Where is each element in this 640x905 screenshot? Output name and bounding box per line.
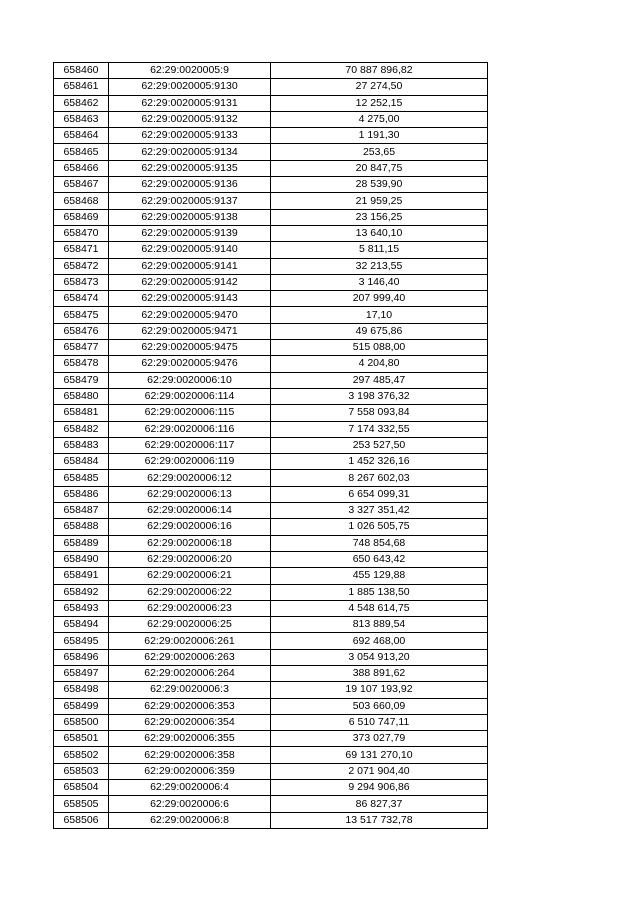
table-row (54, 503, 488, 519)
table-row (54, 291, 488, 307)
row-number-cell: 658484 (54, 454, 109, 470)
cadastral-number-cell: 62:29:0020005:9137 (109, 193, 271, 209)
table-row (54, 731, 488, 747)
row-number-cell: 658492 (54, 584, 109, 600)
row-number-cell: 658467 (54, 177, 109, 193)
cadastral-number-cell: 62:29:0020006:20 (109, 551, 271, 567)
table-row (54, 665, 488, 681)
table-row (54, 258, 488, 274)
row-number-cell: 658472 (54, 258, 109, 274)
row-number-cell: 658476 (54, 323, 109, 339)
row-number-cell: 658481 (54, 405, 109, 421)
row-number-cell: 658475 (54, 307, 109, 323)
table-row (54, 470, 488, 486)
cadastral-value-cell: 253 527,50 (271, 437, 488, 453)
row-number-cell: 658493 (54, 600, 109, 616)
row-number-cell: 658498 (54, 682, 109, 698)
cadastral-number-cell: 62:29:0020006:21 (109, 568, 271, 584)
cadastral-value-cell: 2 071 904,40 (271, 763, 488, 779)
table-row (54, 421, 488, 437)
cadastral-number-cell: 62:29:0020005:9136 (109, 177, 271, 193)
cadastral-number-cell: 62:29:0020006:18 (109, 535, 271, 551)
table-row (54, 535, 488, 551)
cadastral-number-cell: 62:29:0020006:13 (109, 486, 271, 502)
row-number-cell: 658494 (54, 617, 109, 633)
row-number-cell: 658462 (54, 95, 109, 111)
cadastral-value-cell: 49 675,86 (271, 323, 488, 339)
cadastral-value-cell: 3 198 376,32 (271, 388, 488, 404)
table-row (54, 714, 488, 730)
table-row (54, 111, 488, 127)
cadastral-number-cell: 62:29:0020005:9138 (109, 209, 271, 225)
cadastral-number-cell: 62:29:0020006:353 (109, 698, 271, 714)
cadastral-number-cell: 62:29:0020006:354 (109, 714, 271, 730)
row-number-cell: 658474 (54, 291, 109, 307)
cadastral-value-cell: 3 054 913,20 (271, 649, 488, 665)
table-body (54, 63, 488, 829)
cadastral-value-cell: 455 129,88 (271, 568, 488, 584)
cadastral-value-cell: 503 660,09 (271, 698, 488, 714)
cadastral-number-cell: 62:29:0020006:115 (109, 405, 271, 421)
table-row (54, 796, 488, 812)
cadastral-number-cell: 62:29:0020005:9135 (109, 160, 271, 176)
cadastral-number-cell: 62:29:0020006:12 (109, 470, 271, 486)
row-number-cell: 658500 (54, 714, 109, 730)
cadastral-value-cell: 650 643,42 (271, 551, 488, 567)
cadastral-value-cell: 4 275,00 (271, 111, 488, 127)
table-row (54, 193, 488, 209)
cadastral-value-cell: 692 468,00 (271, 633, 488, 649)
cadastral-number-cell: 62:29:0020005:9470 (109, 307, 271, 323)
cadastral-number-cell: 62:29:0020006:119 (109, 454, 271, 470)
cadastral-number-cell: 62:29:0020006:23 (109, 600, 271, 616)
cadastral-number-cell: 62:29:0020006:263 (109, 649, 271, 665)
cadastral-number-cell: 62:29:0020005:9133 (109, 128, 271, 144)
cadastral-value-cell: 388 891,62 (271, 665, 488, 681)
cadastral-value-cell: 23 156,25 (271, 209, 488, 225)
table-row (54, 568, 488, 584)
row-number-cell: 658468 (54, 193, 109, 209)
cadastral-value-cell: 1 026 505,75 (271, 519, 488, 535)
row-number-cell: 658482 (54, 421, 109, 437)
row-number-cell: 658477 (54, 340, 109, 356)
cadastral-number-cell: 62:29:0020005:9475 (109, 340, 271, 356)
row-number-cell: 658479 (54, 372, 109, 388)
row-number-cell: 658502 (54, 747, 109, 763)
cadastral-value-cell: 17,10 (271, 307, 488, 323)
table-row (54, 79, 488, 95)
cadastral-number-cell: 62:29:0020005:9142 (109, 274, 271, 290)
cadastral-value-cell: 207 999,40 (271, 291, 488, 307)
cadastral-value-cell: 1 452 326,16 (271, 454, 488, 470)
row-number-cell: 658485 (54, 470, 109, 486)
row-number-cell: 658486 (54, 486, 109, 502)
cadastral-number-cell: 62:29:0020006:4 (109, 780, 271, 796)
cadastral-value-cell: 5 811,15 (271, 242, 488, 258)
cadastral-value-cell: 1 885 138,50 (271, 584, 488, 600)
cadastral-value-table (53, 62, 488, 829)
cadastral-value-cell: 813 889,54 (271, 617, 488, 633)
cadastral-number-cell: 62:29:0020006:6 (109, 796, 271, 812)
row-number-cell: 658501 (54, 731, 109, 747)
cadastral-value-cell: 32 213,55 (271, 258, 488, 274)
cadastral-number-cell: 62:29:0020006:355 (109, 731, 271, 747)
table-row (54, 225, 488, 241)
table-row (54, 356, 488, 372)
table-row (54, 780, 488, 796)
cadastral-value-cell: 3 146,40 (271, 274, 488, 290)
cadastral-number-cell: 62:29:0020006:10 (109, 372, 271, 388)
table-row (54, 519, 488, 535)
cadastral-number-cell: 62:29:0020005:9130 (109, 79, 271, 95)
cadastral-value-cell: 86 827,37 (271, 796, 488, 812)
cadastral-number-cell: 62:29:0020006:25 (109, 617, 271, 633)
row-number-cell: 658495 (54, 633, 109, 649)
row-number-cell: 658490 (54, 551, 109, 567)
cadastral-number-cell: 62:29:0020005:9476 (109, 356, 271, 372)
cadastral-value-cell: 70 887 896,82 (271, 63, 488, 79)
cadastral-number-cell: 62:29:0020005:9134 (109, 144, 271, 160)
cadastral-value-cell: 373 027,79 (271, 731, 488, 747)
table-row (54, 486, 488, 502)
cadastral-number-cell: 62:29:0020005:9139 (109, 225, 271, 241)
cadastral-number-cell: 62:29:0020006:261 (109, 633, 271, 649)
cadastral-number-cell: 62:29:0020006:3 (109, 682, 271, 698)
table-row (54, 242, 488, 258)
row-number-cell: 658488 (54, 519, 109, 535)
table-row (54, 372, 488, 388)
table-row (54, 633, 488, 649)
cadastral-number-cell: 62:29:0020005:9140 (109, 242, 271, 258)
row-number-cell: 658464 (54, 128, 109, 144)
table-row (54, 584, 488, 600)
cadastral-value-cell: 27 274,50 (271, 79, 488, 95)
cadastral-number-cell: 62:29:0020006:22 (109, 584, 271, 600)
row-number-cell: 658503 (54, 763, 109, 779)
cadastral-value-cell: 515 088,00 (271, 340, 488, 356)
cadastral-number-cell: 62:29:0020006:114 (109, 388, 271, 404)
cadastral-value-cell: 253,65 (271, 144, 488, 160)
cadastral-number-cell: 62:29:0020006:14 (109, 503, 271, 519)
row-number-cell: 658480 (54, 388, 109, 404)
cadastral-number-cell: 62:29:0020006:358 (109, 747, 271, 763)
cadastral-number-cell: 62:29:0020005:9 (109, 63, 271, 79)
cadastral-value-cell: 8 267 602,03 (271, 470, 488, 486)
row-number-cell: 658460 (54, 63, 109, 79)
cadastral-value-cell: 748 854,68 (271, 535, 488, 551)
cadastral-number-cell: 62:29:0020005:9143 (109, 291, 271, 307)
table-row (54, 747, 488, 763)
table-row (54, 177, 488, 193)
table-row (54, 551, 488, 567)
row-number-cell: 658470 (54, 225, 109, 241)
cadastral-number-cell: 62:29:0020006:359 (109, 763, 271, 779)
cadastral-number-cell: 62:29:0020005:9141 (109, 258, 271, 274)
cadastral-value-cell: 3 327 351,42 (271, 503, 488, 519)
cadastral-value-cell: 4 204,80 (271, 356, 488, 372)
row-number-cell: 658504 (54, 780, 109, 796)
cadastral-value-cell: 21 959,25 (271, 193, 488, 209)
cadastral-value-cell: 20 847,75 (271, 160, 488, 176)
table-row (54, 454, 488, 470)
row-number-cell: 658491 (54, 568, 109, 584)
cadastral-value-cell: 7 174 332,55 (271, 421, 488, 437)
cadastral-value-cell: 69 131 270,10 (271, 747, 488, 763)
cadastral-number-cell: 62:29:0020006:116 (109, 421, 271, 437)
cadastral-value-cell: 6 654 099,31 (271, 486, 488, 502)
cadastral-value-cell: 9 294 906,86 (271, 780, 488, 796)
row-number-cell: 658465 (54, 144, 109, 160)
cadastral-value-cell: 12 252,15 (271, 95, 488, 111)
cadastral-value-cell: 7 558 093,84 (271, 405, 488, 421)
cadastral-value-cell: 19 107 193,92 (271, 682, 488, 698)
table-row (54, 128, 488, 144)
cadastral-number-cell: 62:29:0020006:8 (109, 812, 271, 828)
table-row (54, 617, 488, 633)
cadastral-number-cell: 62:29:0020006:264 (109, 665, 271, 681)
row-number-cell: 658471 (54, 242, 109, 258)
cadastral-value-cell: 6 510 747,11 (271, 714, 488, 730)
table-row (54, 63, 488, 79)
cadastral-value-cell: 1 191,30 (271, 128, 488, 144)
row-number-cell: 658478 (54, 356, 109, 372)
table-row (54, 812, 488, 828)
row-number-cell: 658469 (54, 209, 109, 225)
row-number-cell: 658473 (54, 274, 109, 290)
table-row (54, 600, 488, 616)
cadastral-value-cell: 297 485,47 (271, 372, 488, 388)
cadastral-number-cell: 62:29:0020005:9471 (109, 323, 271, 339)
table-row (54, 763, 488, 779)
table-row (54, 437, 488, 453)
row-number-cell: 658496 (54, 649, 109, 665)
cadastral-number-cell: 62:29:0020006:16 (109, 519, 271, 535)
table-row (54, 144, 488, 160)
table-row (54, 209, 488, 225)
cadastral-value-cell: 4 548 614,75 (271, 600, 488, 616)
table-row (54, 649, 488, 665)
table-row (54, 698, 488, 714)
cadastral-value-cell: 28 539,90 (271, 177, 488, 193)
table-row (54, 274, 488, 290)
cadastral-value-cell: 13 640,10 (271, 225, 488, 241)
cadastral-number-cell: 62:29:0020005:9131 (109, 95, 271, 111)
table-row (54, 307, 488, 323)
table-row (54, 160, 488, 176)
row-number-cell: 658506 (54, 812, 109, 828)
table-row (54, 388, 488, 404)
row-number-cell: 658466 (54, 160, 109, 176)
cadastral-number-cell: 62:29:0020006:117 (109, 437, 271, 453)
row-number-cell: 658463 (54, 111, 109, 127)
cadastral-value-cell: 13 517 732,78 (271, 812, 488, 828)
table-row (54, 323, 488, 339)
row-number-cell: 658461 (54, 79, 109, 95)
row-number-cell: 658497 (54, 665, 109, 681)
table-row (54, 682, 488, 698)
table-row (54, 340, 488, 356)
table-row (54, 405, 488, 421)
row-number-cell: 658487 (54, 503, 109, 519)
table-row (54, 95, 488, 111)
row-number-cell: 658499 (54, 698, 109, 714)
row-number-cell: 658505 (54, 796, 109, 812)
row-number-cell: 658483 (54, 437, 109, 453)
cadastral-number-cell: 62:29:0020005:9132 (109, 111, 271, 127)
row-number-cell: 658489 (54, 535, 109, 551)
